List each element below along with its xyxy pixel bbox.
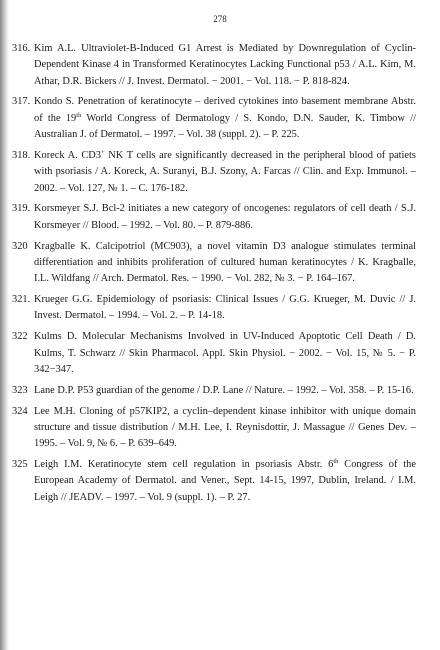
- superscript: th: [333, 458, 339, 466]
- reference-list: [12, 41, 416, 511]
- reference-text: [34, 329, 416, 378]
- reference-text: [34, 404, 416, 453]
- reference-item: [12, 201, 416, 234]
- reference-text-segment: Congress of the European Academy of Dermatol. and Vener., Sept. 14-15, 1997, Dublin, Ireland. / I.M. Leigh // JEADV. – 1997. – Vol. 9 (suppl. 1). – P. 27.: [34, 459, 416, 503]
- reference-number: 325: [12, 459, 28, 471]
- reference-text-segment: Krueger G.G. Epidemiology of psoriasis: Clinical Issues / G.G. Krueger, M. Duvic // J. Invest. Dermatol. – 1994. – Vol. 2. – P. 14-18.: [34, 294, 416, 322]
- reference-item: [12, 148, 416, 197]
- reference-item: [12, 329, 416, 378]
- reference-text-segment: Lane D.P. P53 guardian of the genome / D.P. Lane // Nature. – 1992. – Vol. 358. – P. 15-16.: [34, 384, 414, 396]
- reference-text-segment: Kragballe K. Calcipotriol (MC903), a novel vitamin D3 analogue stimulates terminal differentiation and inhibits proliferation of cultured human keratinocytes / K. Kragballe, I.L. Wildfang // Arch. Dermatol. Res. − 1990. − Vol. 282, № 3. − P. 164–167.: [34, 240, 416, 285]
- page-number: 278: [213, 14, 227, 24]
- reference-number: 324: [12, 405, 28, 417]
- reference-text-segment: Kulms D. Molecular Mechanisms Involved in UV-Induced Apoptotic Cell Death / D. Kulms, T. Schwarz // Skin Pharmacol. Appl. Skin Physiol. − 2002. − Vol. 15, № 5. − P. 342−347.: [34, 331, 416, 375]
- reference-text-segment: Kondo S. Penetration of keratinocyte – derived cytokines into basement membrane Abstr. of the 19: [34, 96, 416, 124]
- reference-text: [34, 41, 416, 90]
- reference-text: [34, 201, 416, 234]
- reference-number: 319.: [12, 203, 31, 215]
- reference-text: [34, 383, 416, 399]
- reference-item: [12, 404, 416, 453]
- reference-text-segment: Leigh I.M. Keratinocyte stem cell regulation in psoriasis Abstr. 6: [34, 459, 334, 471]
- reference-number: 321.: [12, 294, 31, 306]
- reference-text-segment: Kim A.L. Ultraviolet-B-Induced G1 Arrest is Mediated by Downregulation of Cyclin-Dependent Kinase 4 in Transformed Keratinocytes Lacking Functional p53 / A.L. Kim, M. Athar, D.R. Bickers // J. Invest. Dermatol. − 2001. − Vol. 118. − P. 818-824.: [34, 43, 416, 87]
- reference-text: [34, 94, 416, 143]
- reference-item: [12, 41, 416, 90]
- reference-number: 322: [12, 331, 28, 343]
- reference-number: 317.: [12, 96, 31, 108]
- reference-item: [12, 383, 416, 399]
- reference-text: [34, 239, 416, 288]
- reference-item: [12, 292, 416, 325]
- reference-number: 320: [12, 240, 28, 252]
- reference-text: [34, 457, 416, 506]
- superscript: +: [100, 148, 105, 156]
- reference-text: [34, 148, 416, 197]
- reference-text-segment: Koreck A. CD3: [34, 149, 101, 161]
- reference-text-segment: World Congress of Dermatology / S. Kondo, D.N. Sauder, K. Timbow // Australian J. of Dermatol. – 1997. – Vol. 38 (suppl. 2). – P. 225.: [34, 112, 416, 141]
- reference-text-segment: Korsmeyer S.J. Bcl-2 initiates a new category of oncogenes: regulators of cell death / S.J. Korsmeyer // Blood. – 1992. – Vol. 80. – P. 879-886.: [34, 203, 416, 231]
- reference-number: 316.: [12, 43, 31, 54]
- reference-number: 318.: [12, 149, 31, 161]
- reference-item: [12, 457, 416, 506]
- reference-item: [12, 239, 416, 288]
- reference-number: 323: [12, 384, 28, 396]
- page-edge-shadow: [0, 0, 9, 650]
- reference-text-segment: Lee M.H. Cloning of p57KIP2, a cyclin–dependent kinase inhibitor with unique domain structure and tissue distribution / M.H. Lee, I. Reynisdottir, J. Massague // Genes Dev. – 1995. – Vol. 9, № 6. – P. 639–649.: [34, 405, 416, 450]
- reference-item: [12, 94, 416, 143]
- superscript: th: [76, 111, 82, 119]
- reference-text-segment: NK T cells are significantly decreased in the peripheral blood of patiets with psoriasis / A. Koreck, A. Suranyi, B.J. Szony, A. Farcas // Clin. and Exp. Immunol. – 2002. – Vol. 127, № 1. – С. 176-182.: [34, 149, 416, 194]
- reference-text: [34, 292, 416, 325]
